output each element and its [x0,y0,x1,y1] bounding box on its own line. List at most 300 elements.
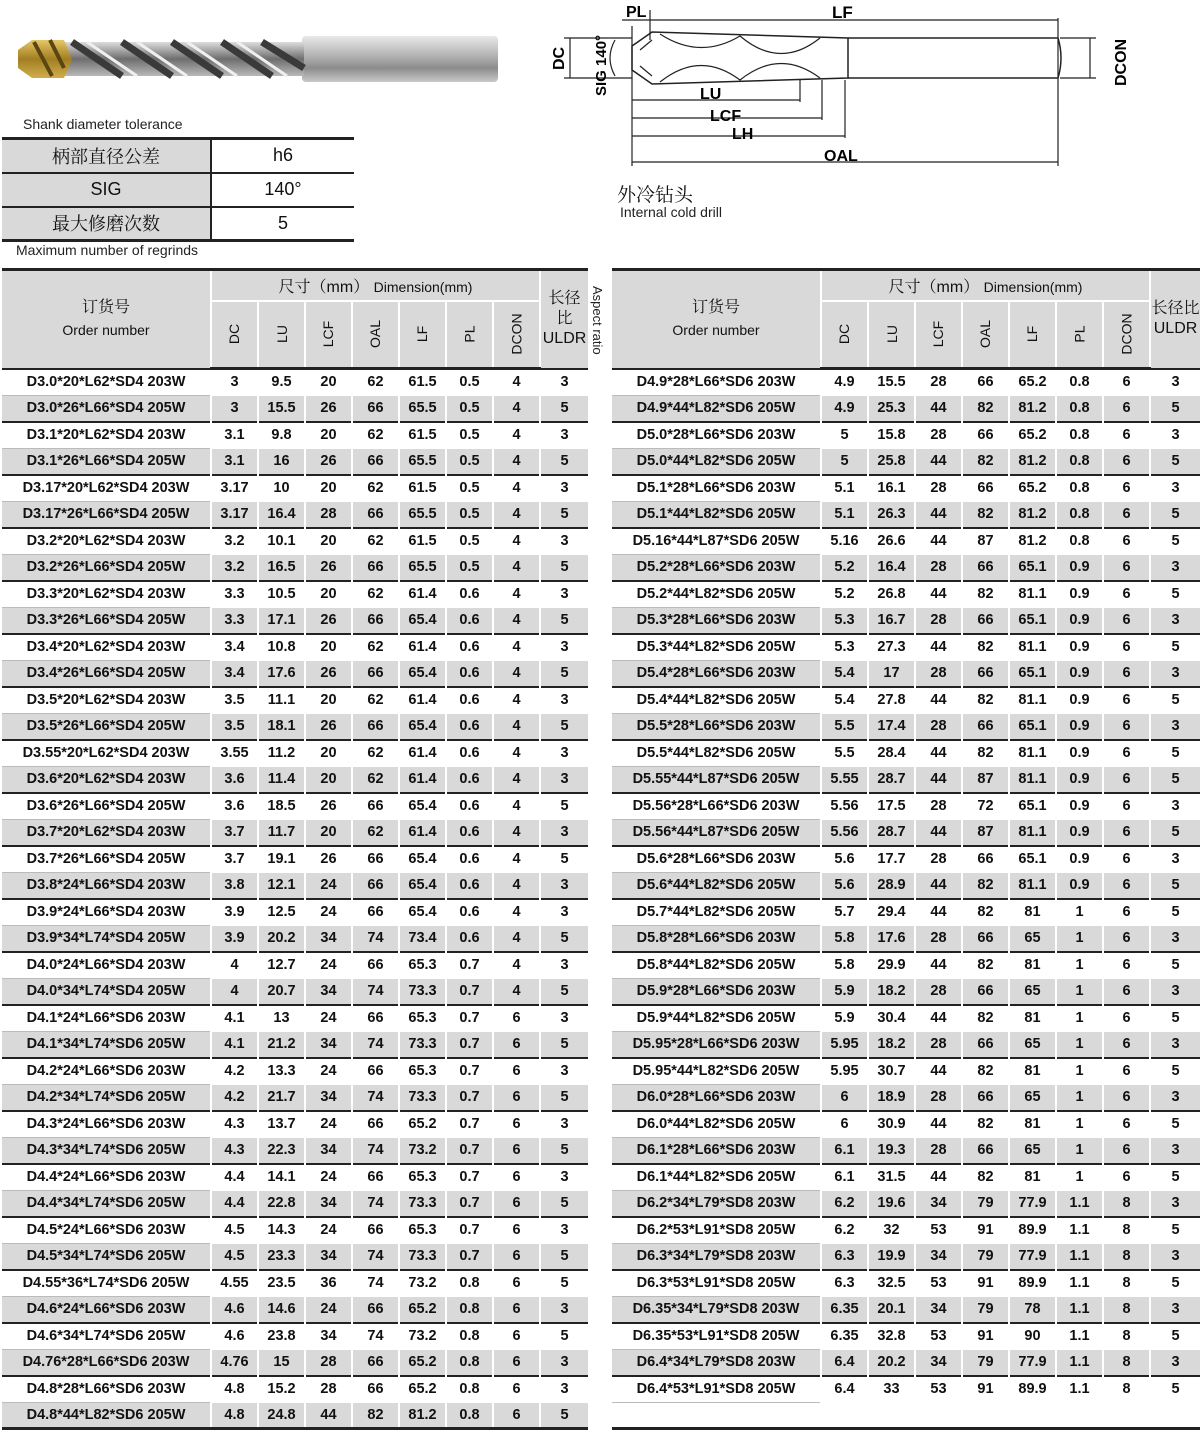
value-cell: 28 [915,422,962,449]
value-cell: 66 [962,475,1009,502]
value-cell: 34 [305,1084,352,1111]
order-number-cell: D3.7*26*L66*SD4 205W [2,846,211,873]
value-cell: 66 [352,1296,399,1323]
empty-cell [868,1402,915,1429]
table-row [612,1349,1200,1376]
value-cell: 65 [1009,925,1056,952]
table-row [612,1084,1200,1111]
order-number-cell: D5.5*28*L66*SD6 203W [612,713,821,740]
order-number-cell: D3.17*26*L66*SD4 205W [2,501,211,528]
value-cell: 21.7 [258,1084,305,1111]
order-number-cell: D3.4*26*L66*SD4 205W [2,660,211,687]
value-cell: 1 [1056,899,1103,926]
order-number-cell: D6.2*34*L79*SD8 203W [612,1190,821,1217]
value-cell: 5.9 [821,978,868,1005]
value-cell: 1 [1056,925,1103,952]
drill-schematic [548,0,1148,172]
value-cell: 8 [1103,1190,1150,1217]
order-number-cell: D5.3*44*L82*SD6 205W [612,634,821,661]
value-cell: 5.6 [821,846,868,873]
table-row [2,607,588,634]
value-cell: 15 [258,1349,305,1376]
table-row [2,422,588,449]
value-cell: 19.3 [868,1137,915,1164]
value-cell: 65.2 [399,1296,446,1323]
column-header-pl [1056,301,1103,369]
value-cell: 3 [540,475,588,502]
spec-row [2,207,354,241]
value-cell: 61.4 [399,819,446,846]
value-cell: 28.4 [868,740,915,767]
value-cell: 82 [962,899,1009,926]
column-header-lu [868,301,915,369]
value-cell: 6 [1103,422,1150,449]
order-number-cell: D3.0*26*L66*SD4 205W [2,395,211,422]
value-cell: 5 [540,395,588,422]
value-cell: 4 [493,369,540,396]
value-cell: 3.5 [211,687,258,714]
value-cell: 5.2 [821,554,868,581]
value-cell: 3.4 [211,660,258,687]
value-cell: 82 [962,581,1009,608]
value-cell: 0.9 [1056,660,1103,687]
value-cell: 20.7 [258,978,305,1005]
order-number-cell: D3.8*24*L66*SD4 203W [2,872,211,899]
table-row [612,1005,1200,1032]
table-row [2,1323,588,1350]
value-cell: 0.5 [446,528,493,555]
spec-row [2,139,354,173]
column-header-dc [211,301,258,369]
order-number-cell: D5.9*44*L82*SD6 205W [612,1005,821,1032]
table-row [612,475,1200,502]
column-header-label: PL [1071,325,1088,343]
value-cell: 6 [493,1323,540,1350]
order-number-cell: D3.3*26*L66*SD4 205W [2,607,211,634]
order-number-cell: D4.55*36*L74*SD6 205W [2,1270,211,1297]
column-header-label: OAL [367,320,384,349]
value-cell: 5 [1150,1217,1200,1244]
value-cell: 4.9 [821,395,868,422]
value-cell: 18.2 [868,978,915,1005]
value-cell: 15.5 [258,395,305,422]
value-cell: 0.9 [1056,713,1103,740]
value-cell: 77.9 [1009,1190,1056,1217]
value-cell: 4.3 [211,1137,258,1164]
table-row [2,793,588,820]
table-row [2,687,588,714]
value-cell: 66 [352,1058,399,1085]
value-cell: 5 [1150,448,1200,475]
empty-cell [821,1402,868,1429]
order-number-cell: D4.6*24*L66*SD6 203W [2,1296,211,1323]
value-cell: 19.1 [258,846,305,873]
value-cell: 89.9 [1009,1217,1056,1244]
value-cell: 65.2 [1009,475,1056,502]
order-number-cell: D5.16*44*L87*SD6 205W [612,528,821,555]
value-cell: 6 [1103,554,1150,581]
value-cell: 74 [352,1137,399,1164]
table-row [612,687,1200,714]
value-cell: 66 [352,1005,399,1032]
value-cell: 1.1 [1056,1349,1103,1376]
value-cell: 5.9 [821,1005,868,1032]
value-cell: 65 [1009,1031,1056,1058]
value-cell: 62 [352,422,399,449]
value-cell: 44 [915,528,962,555]
value-cell: 34 [305,1323,352,1350]
ratio-header [1150,270,1200,369]
order-number-cell: D4.9*44*L82*SD6 205W [612,395,821,422]
table-row [612,1296,1200,1323]
value-cell: 3 [540,766,588,793]
value-cell: 3.2 [211,528,258,555]
value-cell: 62 [352,528,399,555]
value-cell: 6.1 [821,1164,868,1191]
value-cell: 5 [1150,766,1200,793]
schem-lu-label: LU [700,86,722,103]
value-cell: 5.1 [821,475,868,502]
schem-lh-label: LH [732,126,754,143]
value-cell: 82 [962,1164,1009,1191]
value-cell: 0.8 [1056,422,1103,449]
value-cell: 81 [1009,952,1056,979]
value-cell: 32 [868,1217,915,1244]
value-cell: 33 [868,1376,915,1403]
value-cell: 81.1 [1009,634,1056,661]
value-cell: 65.1 [1009,793,1056,820]
value-cell: 6 [493,1402,540,1429]
value-cell: 65.2 [1009,422,1056,449]
value-cell: 23.3 [258,1243,305,1270]
value-cell: 87 [962,766,1009,793]
value-cell: 5.1 [821,501,868,528]
value-cell: 53 [915,1270,962,1297]
value-cell: 4 [493,501,540,528]
value-cell: 6 [493,1005,540,1032]
value-cell: 44 [915,766,962,793]
table-row [2,581,588,608]
value-cell: 4 [493,422,540,449]
value-cell: 0.6 [446,607,493,634]
value-cell: 5 [540,1190,588,1217]
value-cell: 0.6 [446,846,493,873]
column-header-label: LCF [930,321,947,348]
dimension-header [211,270,540,301]
value-cell: 28 [915,1137,962,1164]
value-cell: 44 [305,1402,352,1429]
value-cell: 66 [962,607,1009,634]
value-cell: 66 [962,1137,1009,1164]
order-number-cell: D5.6*44*L82*SD6 205W [612,872,821,899]
value-cell: 13.7 [258,1111,305,1138]
value-cell: 17.6 [868,925,915,952]
value-cell: 5.56 [821,793,868,820]
value-cell: 26 [305,793,352,820]
value-cell: 5.6 [821,872,868,899]
value-cell: 65.4 [399,872,446,899]
value-cell: 66 [352,793,399,820]
order-number-cell: D3.9*34*L74*SD4 205W [2,925,211,952]
table-row [2,1058,588,1085]
order-number-cell: D5.0*44*L82*SD6 205W [612,448,821,475]
value-cell: 29.9 [868,952,915,979]
value-cell: 91 [962,1270,1009,1297]
value-cell: 34 [305,1190,352,1217]
value-cell: 9.5 [258,369,305,396]
value-cell: 0.9 [1056,581,1103,608]
table-row [2,846,588,873]
table-row [612,501,1200,528]
order-number-cell: D3.17*20*L62*SD4 203W [2,475,211,502]
table-row [612,369,1200,396]
order-number-cell: D4.2*24*L66*SD6 203W [2,1058,211,1085]
value-cell: 6 [1103,1058,1150,1085]
value-cell: 79 [962,1243,1009,1270]
value-cell: 5.55 [821,766,868,793]
value-cell: 4 [493,713,540,740]
order-number-cell: D6.2*53*L91*SD8 205W [612,1217,821,1244]
value-cell: 4 [493,793,540,820]
value-cell: 0.6 [446,793,493,820]
value-cell: 5 [540,1402,588,1429]
value-cell: 1.1 [1056,1323,1103,1350]
empty-cell [1103,1402,1150,1429]
table-row [2,872,588,899]
value-cell: 3.4 [211,634,258,661]
value-cell: 66 [962,846,1009,873]
empty-cell [1150,1402,1200,1429]
value-cell: 0.7 [446,1217,493,1244]
schem-dcon-label: DCON [1113,38,1130,86]
value-cell: 34 [305,925,352,952]
table-row [2,1376,588,1403]
value-cell: 0.6 [446,872,493,899]
value-cell: 3.7 [211,846,258,873]
value-cell: 16 [258,448,305,475]
value-cell: 26 [305,660,352,687]
table-row [2,978,588,1005]
value-cell: 0.7 [446,978,493,1005]
value-cell: 28 [915,369,962,396]
value-cell: 26.6 [868,528,915,555]
value-cell: 0.7 [446,952,493,979]
value-cell: 16.5 [258,554,305,581]
value-cell: 0.7 [446,1190,493,1217]
column-header-label: DC [226,324,243,345]
value-cell: 81.1 [1009,687,1056,714]
order-number-cell: D5.9*28*L66*SD6 203W [612,978,821,1005]
column-header-oal [352,301,399,369]
table-row [2,1190,588,1217]
value-cell: 65.5 [399,448,446,475]
value-cell: 6 [1103,634,1150,661]
value-cell: 1 [1056,1031,1103,1058]
value-cell: 28 [305,1349,352,1376]
value-cell: 0.8 [1056,369,1103,396]
value-cell: 65.4 [399,793,446,820]
value-cell: 44 [915,1058,962,1085]
value-cell: 4.1 [211,1031,258,1058]
value-cell: 3 [540,634,588,661]
value-cell: 3 [540,1058,588,1085]
value-cell: 34 [915,1349,962,1376]
value-cell: 66 [352,395,399,422]
value-cell: 4 [493,899,540,926]
column-header-label: LU [273,325,290,344]
order-number-cell: D5.5*44*L82*SD6 205W [612,740,821,767]
value-cell: 66 [962,554,1009,581]
ratio-header-en: ULDR [542,330,587,348]
value-cell: 4 [493,581,540,608]
value-cell: 18.2 [868,1031,915,1058]
value-cell: 5 [540,1031,588,1058]
value-cell: 17 [868,660,915,687]
value-cell: 77.9 [1009,1349,1056,1376]
table-row [612,952,1200,979]
order-number-cell: D4.6*34*L74*SD6 205W [2,1323,211,1350]
value-cell: 5 [1150,740,1200,767]
value-cell: 34 [305,978,352,1005]
value-cell: 4.4 [211,1164,258,1191]
value-cell: 82 [962,448,1009,475]
table-row [2,1217,588,1244]
value-cell: 44 [915,872,962,899]
value-cell: 53 [915,1217,962,1244]
value-cell: 61.5 [399,528,446,555]
value-cell: 6 [821,1111,868,1138]
table-row [2,925,588,952]
value-cell: 0.7 [446,1111,493,1138]
value-cell: 62 [352,766,399,793]
order-number-cell: D3.1*26*L66*SD4 205W [2,448,211,475]
value-cell: 20 [305,687,352,714]
value-cell: 4.4 [211,1190,258,1217]
value-cell: 74 [352,1084,399,1111]
value-cell: 8 [1103,1323,1150,1350]
value-cell: 3.6 [211,793,258,820]
value-cell: 0.8 [446,1323,493,1350]
value-cell: 8 [1103,1296,1150,1323]
value-cell: 28 [305,1376,352,1403]
value-cell: 16.4 [868,554,915,581]
value-cell: 65.4 [399,846,446,873]
value-cell: 81.1 [1009,766,1056,793]
value-cell: 65.5 [399,395,446,422]
order-number-cell: D3.0*20*L62*SD4 203W [2,369,211,396]
table-row [2,1296,588,1323]
value-cell: 34 [915,1190,962,1217]
table-row [612,1058,1200,1085]
value-cell: 8 [1103,1243,1150,1270]
value-cell: 4 [493,740,540,767]
value-cell: 3 [1150,713,1200,740]
value-cell: 26 [305,713,352,740]
value-cell: 82 [962,1058,1009,1085]
dimension-table-left [2,268,588,1430]
value-cell: 91 [962,1376,1009,1403]
value-cell: 65.1 [1009,607,1056,634]
value-cell: 0.5 [446,475,493,502]
value-cell: 4.1 [211,1005,258,1032]
value-cell: 0.9 [1056,740,1103,767]
table-row [612,766,1200,793]
spec-label: 最大修磨次数 [2,207,211,241]
value-cell: 65.4 [399,713,446,740]
value-cell: 74 [352,1190,399,1217]
value-cell: 5 [540,1243,588,1270]
value-cell: 6 [1103,978,1150,1005]
value-cell: 15.8 [868,422,915,449]
value-cell: 44 [915,1111,962,1138]
value-cell: 27.8 [868,687,915,714]
order-number-cell: D5.8*28*L66*SD6 203W [612,925,821,952]
value-cell: 4.8 [211,1402,258,1429]
order-number-cell: D3.2*20*L62*SD4 203W [2,528,211,555]
value-cell: 79 [962,1296,1009,1323]
value-cell: 89.9 [1009,1376,1056,1403]
value-cell: 6.4 [821,1349,868,1376]
value-cell: 0.8 [1056,395,1103,422]
column-header-label: DC [836,324,853,345]
value-cell: 81.1 [1009,872,1056,899]
table-row [612,1137,1200,1164]
value-cell: 0.7 [446,1031,493,1058]
value-cell: 32.8 [868,1323,915,1350]
order-number-cell: D5.6*28*L66*SD6 203W [612,846,821,873]
order-number-cell: D5.1*44*L82*SD6 205W [612,501,821,528]
schem-pl-label: PL [626,4,647,21]
column-header-label: LF [1024,326,1041,343]
table-row [612,1164,1200,1191]
value-cell: 3 [1150,925,1200,952]
value-cell: 28 [915,713,962,740]
value-cell: 5 [540,501,588,528]
value-cell: 3 [1150,1243,1200,1270]
value-cell: 1.1 [1056,1190,1103,1217]
value-cell: 0.8 [1056,528,1103,555]
value-cell: 3 [211,395,258,422]
table-row [612,422,1200,449]
spec-row [2,173,354,207]
dimension-header-cn: 尺寸（mm） [278,278,370,296]
value-cell: 6 [1103,660,1150,687]
schem-sig-label: SIG 140° [593,34,610,96]
value-cell: 24 [305,1296,352,1323]
value-cell: 62 [352,369,399,396]
value-cell: 4 [211,978,258,1005]
value-cell: 4.76 [211,1349,258,1376]
value-cell: 6 [1103,793,1150,820]
value-cell: 0.8 [1056,501,1103,528]
value-cell: 11.1 [258,687,305,714]
value-cell: 0.9 [1056,634,1103,661]
value-cell: 0.5 [446,501,493,528]
value-cell: 5.4 [821,687,868,714]
value-cell: 65.5 [399,554,446,581]
order-header-en: Order number [62,322,150,339]
value-cell: 62 [352,581,399,608]
value-cell: 3 [1150,422,1200,449]
value-cell: 5 [1150,1323,1200,1350]
value-cell: 6.2 [821,1190,868,1217]
value-cell: 5 [1150,501,1200,528]
value-cell: 1.1 [1056,1243,1103,1270]
value-cell: 19.6 [868,1190,915,1217]
order-number-cell: D3.5*26*L66*SD4 205W [2,713,211,740]
value-cell: 4 [493,528,540,555]
value-cell: 62 [352,740,399,767]
